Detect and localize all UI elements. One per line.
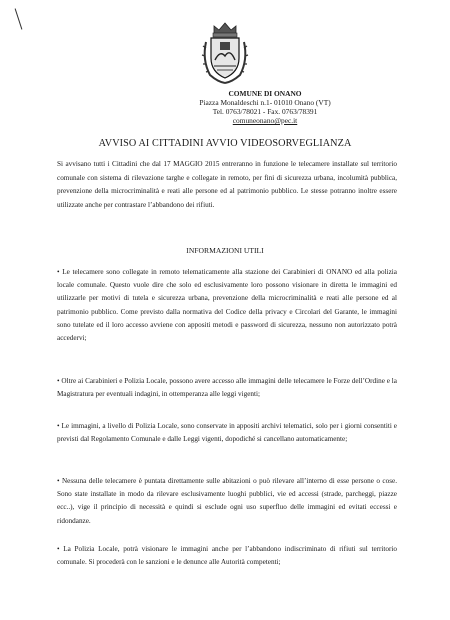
info-heading: INFORMAZIONI UTILI [186, 246, 264, 255]
municipality-name: COMUNE DI ONANO [228, 89, 302, 98]
municipality-email: comuneonano@pec.it [232, 116, 298, 125]
municipality-address: Piazza Monaldeschi n.1- 01010 Onano (VT) [199, 98, 331, 107]
document-title: AVVISO AI CITTADINI AVVIO VIDEOSORVEGLIANZA [98, 138, 352, 149]
bullet-item: • Le telecamere sono collegate in remoto telematicamente alla stazione dei Carabinieri di ONANO ed alla polizia locale comunale. Questo vuole dire che solo ed esclusivamente loro possono visionare in diretta le immagini ed utilizzarle per motivi di tutela e sicurezza urbana, prevenzione della microcriminalità e reati alle persone ed al patrimonio pubblico. Come previsto dalla normativa del Codice della privacy e Circolari del Garante, le immagini sono tutelate ed il loro accesso avviene con appositi metodi e password di sicurezza, nessuno non autorizzato potrà accedervi; [57, 268, 397, 343]
coat-of-arms-icon [200, 20, 250, 86]
bullet-item: • Nessuna delle telecamere è puntata direttamente sulle abitazioni o può rilevare all’interno di esse persone o cose. Sono state installate in modo da rilevare esclusivamente luoghi pubblici, vie ed accessi (strade, parcheggi, piazze ecc..), vige il principio di necessità e quindi si esclude ogni uso superfluo delle immagini ed evitati eccessi e ridondanze. [57, 477, 397, 525]
municipality-phone: Tel. 0763/78021 - Fax. 0763/78391 [212, 107, 318, 116]
bullet-item: • La Polizia Locale, potrà visionare le immagini anche per l’abbandono indiscriminato di rifiuti sul territorio comunale. Si procederà con le sanzioni e le denunce alle Autorità competenti; [57, 545, 397, 567]
letterhead [120, 89, 410, 125]
bullet-item: • Oltre ai Carabinieri e Polizia Locale, possono avere accesso alle immagini delle telecamere le Forze dell’Ordine e la Magistratura per eventuali indagini, in ottemperanza alle leggi vigenti; [57, 377, 397, 399]
intro-paragraph: Si avvisano tutti i Cittadini che dal 17 MAGGIO 2015 entreranno in funzione le telecamere installate sul territorio comunale con sistema di rilevazione targhe e collegate in remoto, per fini di sicurezza urbana, incolumità pubblica, prevenzione della microcriminalità e reati alle persone ed al patrimonio pubblico. Le stesse potranno inoltre essere utilizzate anche per contrastare l’abbandono dei rifiuti. [57, 160, 397, 209]
pen-mark [15, 8, 23, 29]
bullet-item: • Le immagini, a livello di Polizia Locale, sono conservate in appositi archivi telematici, solo per i giorni consentiti e previsti dal Regolamento Comunale e dalle Leggi vigenti, dopodiché si cancellano automaticamente; [57, 422, 397, 444]
